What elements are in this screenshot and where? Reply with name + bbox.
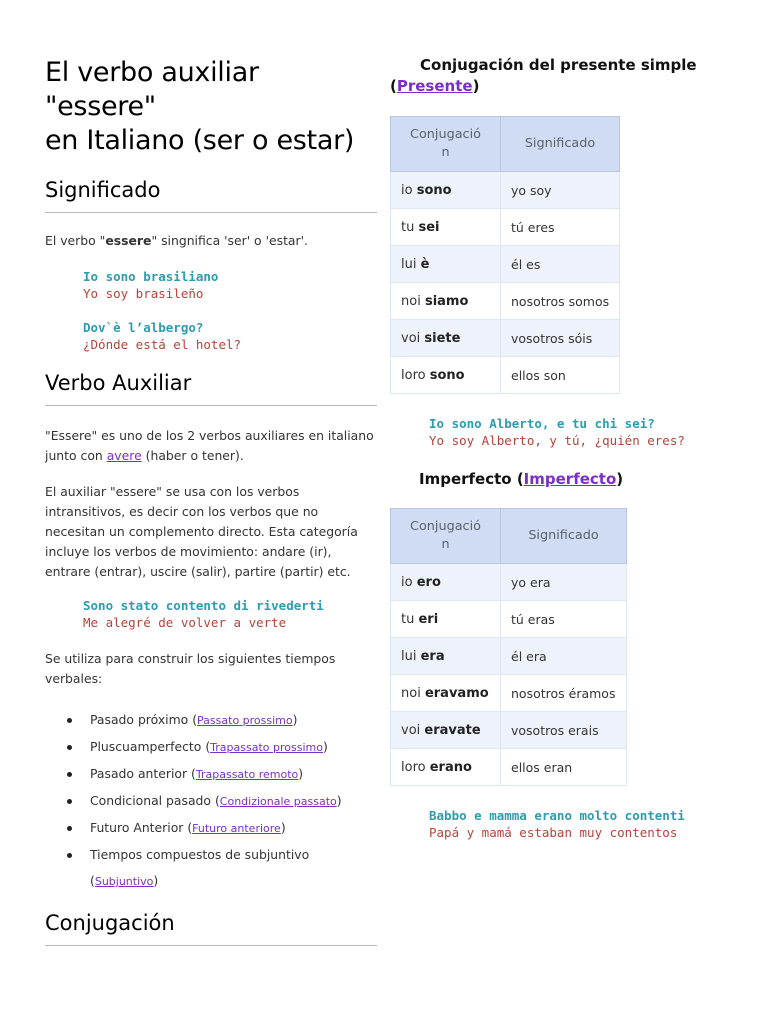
verb-form: era — [420, 648, 445, 664]
left-column — [45, 50, 377, 946]
meaning-cell: yo soy — [501, 172, 620, 209]
example-italian: Dov`è l’albergo? — [83, 320, 204, 335]
conjugation-cell — [391, 601, 501, 638]
table-row — [391, 283, 620, 320]
pronoun: lui — [401, 648, 417, 664]
conjugation-cell — [391, 712, 501, 749]
table-row — [391, 357, 620, 394]
bullet-icon — [67, 772, 72, 777]
list-item: Pasado anterior (Trapassato remoto) — [45, 761, 377, 788]
table-row — [391, 601, 627, 638]
example-block — [83, 320, 377, 355]
column-header-significado: Significado — [501, 509, 627, 564]
conjugation-cell — [391, 638, 501, 675]
tiempo-link[interactable]: Trapassato remoto — [195, 768, 299, 781]
presente-table — [390, 116, 620, 394]
conjugation-cell — [391, 172, 501, 209]
verb-form: sono — [429, 367, 465, 383]
bullet-icon — [67, 745, 72, 750]
verb-form: sei — [418, 219, 440, 235]
imperfecto-table — [390, 508, 627, 786]
significado-text — [45, 231, 377, 251]
title-line-2: en Italiano (ser o estar) — [45, 125, 355, 156]
verb-form: eri — [418, 611, 439, 627]
conjugation-cell — [391, 209, 501, 246]
list-item: Tiempos compuestos de subjuntivo (Subjuntivo) — [45, 842, 377, 895]
section-heading-significado: Significado — [45, 178, 377, 213]
avere-link[interactable]: avere — [106, 448, 142, 463]
example-spanish: Yo soy brasileño — [83, 286, 204, 301]
presente-heading: Conjugación del presente simple (Presente) — [390, 56, 697, 95]
conjugation-cell — [391, 675, 501, 712]
table-row — [391, 320, 620, 357]
meaning-cell: nosotros somos — [501, 283, 620, 320]
pronoun: tu — [401, 219, 415, 235]
tiempo-label: Pluscuamperfecto — [90, 739, 202, 754]
tiempos-list — [45, 707, 377, 895]
significado-text-post: " singnifica 'ser' o 'estar'. — [151, 233, 308, 248]
list-item: Condicional pasado (Condizionale passato) — [45, 788, 377, 815]
table-row — [391, 172, 620, 209]
list-item: Pasado próximo (Passato prossimo) — [45, 707, 377, 734]
example-block — [83, 598, 377, 633]
table-row — [391, 246, 620, 283]
bullet-icon — [67, 799, 72, 804]
pronoun: io — [401, 574, 413, 590]
example-italian: Babbo e mamma erano molto contenti — [429, 808, 685, 823]
bullet-icon — [67, 826, 72, 831]
example-italian: Io sono Alberto, e tu chi sei? — [429, 416, 655, 431]
tiempo-label: Pasado anterior — [90, 766, 188, 781]
conjugation-cell — [391, 283, 501, 320]
table-row — [391, 712, 627, 749]
meaning-cell: nosotros éramos — [501, 675, 627, 712]
table-row — [391, 749, 627, 786]
pronoun: loro — [401, 367, 426, 383]
title-line-1: El verbo auxiliar "essere" — [45, 57, 259, 122]
tiempo-link[interactable]: Condizionale passato — [219, 795, 337, 808]
right-column — [390, 50, 750, 843]
column-header-conjugacion: Conjugació n — [391, 509, 501, 564]
bullet-icon — [67, 718, 72, 723]
verb-form: è — [420, 256, 430, 272]
tiempo-link[interactable]: Passato prossimo — [197, 714, 293, 727]
example-block — [429, 416, 750, 451]
list-item: Futuro Anterior (Futuro anteriore) — [45, 815, 377, 842]
auxiliar-paragraph-2: El auxiliar "essere" se usa con los verbos intransitivos, es decir con los verbos que no necesitan un complemento directo. Esta categoría incluye los verbos de movimiento: andare (ir), entrare (entrar), uscire (salir), partire (partir) etc. — [45, 484, 358, 579]
meaning-cell: tú eras — [501, 601, 627, 638]
auxiliar-paragraph-3: Se utiliza para construir los siguientes tiempos verbales: — [45, 651, 336, 686]
auxiliar-p1-post: (haber o tener). — [141, 448, 244, 463]
meaning-cell: él es — [501, 246, 620, 283]
table-header-row — [391, 509, 627, 564]
example-block — [83, 269, 377, 304]
example-block — [429, 808, 750, 843]
meaning-cell: ellos eran — [501, 749, 627, 786]
column-header-significado: Significado — [501, 117, 620, 172]
verb-form: erano — [429, 759, 472, 775]
imperfecto-heading-text: Imperfecto — [419, 470, 512, 488]
tiempo-label: Pasado próximo — [90, 712, 189, 727]
meaning-cell: ellos son — [501, 357, 620, 394]
table-header-row — [391, 117, 620, 172]
auxiliar-p1-pre: "Essere" es uno de los 2 verbos auxiliares en italiano junto con — [45, 428, 374, 463]
section-heading-conjugacion: Conjugación — [45, 911, 377, 946]
imperfecto-heading: Imperfecto (Imperfecto) — [419, 470, 624, 488]
example-spanish: ¿Dónde está el hotel? — [83, 337, 242, 352]
verb-form: eravate — [424, 722, 481, 738]
example-spanish: Papá y mamá estaban muy contentos — [429, 825, 678, 840]
verb-form: ero — [416, 574, 441, 590]
verb-form: siamo — [424, 293, 469, 309]
example-spanish: Yo soy Alberto, y tú, ¿quién eres? — [429, 433, 685, 448]
conjugation-cell — [391, 564, 501, 601]
pronoun: voi — [401, 722, 421, 738]
conjugation-cell — [391, 357, 501, 394]
table-row — [391, 638, 627, 675]
significado-text-pre: El verbo " — [45, 233, 106, 248]
list-item: Pluscuamperfecto (Trapassato prossimo) — [45, 734, 377, 761]
tiempo-link[interactable]: Futuro anteriore — [192, 822, 281, 835]
tiempo-label: Tiempos compuestos de subjuntivo — [90, 847, 310, 862]
example-italian: Io sono brasiliano — [83, 269, 219, 284]
table-row — [391, 675, 627, 712]
table-row — [391, 209, 620, 246]
pronoun: voi — [401, 330, 421, 346]
verb-form: sono — [416, 182, 452, 198]
conjugation-cell — [391, 246, 501, 283]
pronoun: noi — [401, 293, 421, 309]
bullet-icon — [67, 853, 72, 858]
pronoun: io — [401, 182, 413, 198]
pronoun: loro — [401, 759, 426, 775]
meaning-cell: yo era — [501, 564, 627, 601]
meaning-cell: vosotros erais — [501, 712, 627, 749]
pronoun: lui — [401, 256, 417, 272]
auxiliar-paragraph-1 — [45, 426, 377, 466]
column-header-conjugacion: Conjugació n — [391, 117, 501, 172]
tiempo-label: Condicional pasado — [90, 793, 212, 808]
meaning-cell: él era — [501, 638, 627, 675]
verb-form: eravamo — [424, 685, 489, 701]
conjugation-cell — [391, 320, 501, 357]
table-row — [391, 564, 627, 601]
verb-form: siete — [424, 330, 461, 346]
imperfecto-link[interactable]: Imperfecto — [523, 470, 617, 488]
section-heading-auxiliar: Verbo Auxiliar — [45, 371, 377, 406]
presente-link[interactable]: Presente — [396, 77, 473, 95]
meaning-cell: vosotros sóis — [501, 320, 620, 357]
meaning-cell: tú eres — [501, 209, 620, 246]
conjugation-cell — [391, 749, 501, 786]
pronoun: noi — [401, 685, 421, 701]
presente-heading-text: Conjugación del presente simple — [420, 56, 697, 74]
significado-text-bold: essere — [105, 233, 152, 248]
tiempo-label: Futuro Anterior — [90, 820, 184, 835]
example-italian: Sono stato contento di rivederti — [83, 598, 324, 613]
example-spanish: Me alegré de volver a verte — [83, 615, 287, 630]
pronoun: tu — [401, 611, 415, 627]
page-title — [45, 56, 377, 158]
tiempo-link[interactable]: Subjuntivo — [94, 875, 154, 888]
tiempo-link[interactable]: Trapassato prossimo — [210, 741, 323, 754]
